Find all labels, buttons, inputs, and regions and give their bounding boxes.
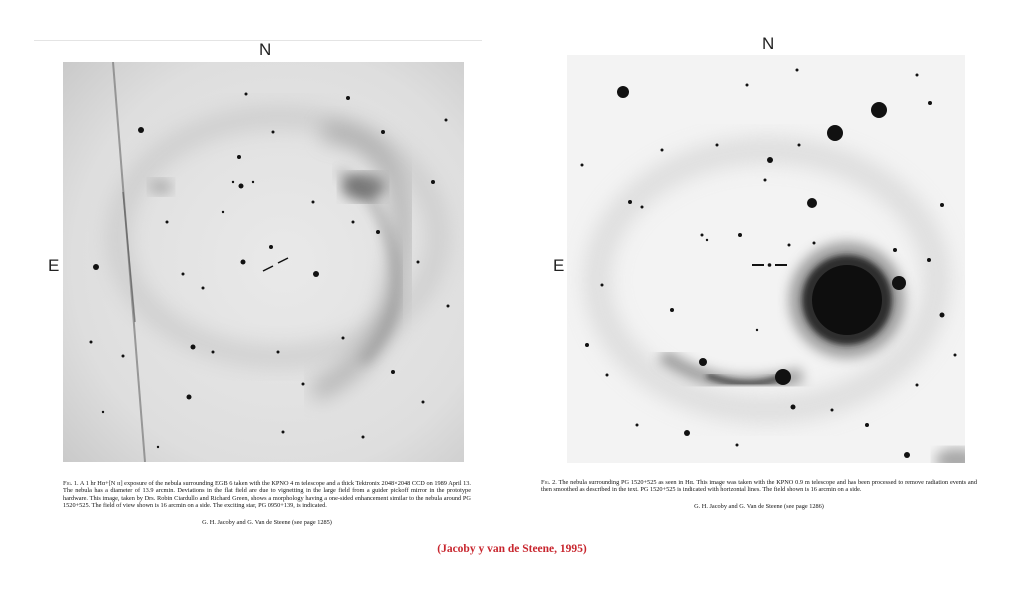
figure1-caption-label: Fig. 1. (63, 480, 79, 487)
figure1-credit: G. H. Jacoby and G. Van de Steene (see page 1285) (202, 519, 332, 526)
figure2-caption (541, 479, 977, 494)
citation: (Jacoby y van de Steene, 1995) (437, 543, 587, 555)
figure2-credit: G. H. Jacoby and G. Van de Steene (see page 1286) (694, 503, 824, 510)
figure1-caption (63, 480, 471, 510)
figure2-east-label: E (553, 256, 565, 275)
figure2-north-label: N (762, 34, 775, 53)
figure1-nebula-svg (63, 62, 464, 462)
figure1-caption-text: A 1 hr Hα+[N ɪɪ] exposure of the nebula surrounding EGB 6 taken with the KPNO 4 m telescope and a thick Tektronix 2048×2048 CCD on 1989 April 13. The nebula has a diameter of 13.9 arcmin. Deviations in the flat field are due to vignetting in the large field from a guider pickoff mirror in the prototype hardware. This image, taken by Drs. Robin Ciardullo and Richard Green, shows a morphology having a one-sided enhancement similar to the nebula around PG 1520+525. The field of view shown is 16 arcmin on a side. The exciting star, PG 0950+139, is indicated. (63, 480, 471, 510)
figure2-caption-text: The nebula surrounding PG 1520+525 as seen in Hα. This image was taken with the KPNO 0.9 m telescope and has been processed to remove radiation events and then smoothed as described in the text. PG 1520+525 is indicated with horizontal lines. The field shown is 16 arcmin on a side. (541, 479, 977, 494)
figure2-nebula-image (567, 55, 965, 463)
figure1-top-rule (34, 40, 482, 41)
figure2-caption-label: Fig. 2. (541, 479, 557, 486)
figure1-east-label: E (48, 256, 60, 275)
figure1-north-label: N (259, 40, 272, 59)
figure1-nebula-image (63, 62, 464, 462)
figure2-nebula-svg (567, 55, 965, 463)
